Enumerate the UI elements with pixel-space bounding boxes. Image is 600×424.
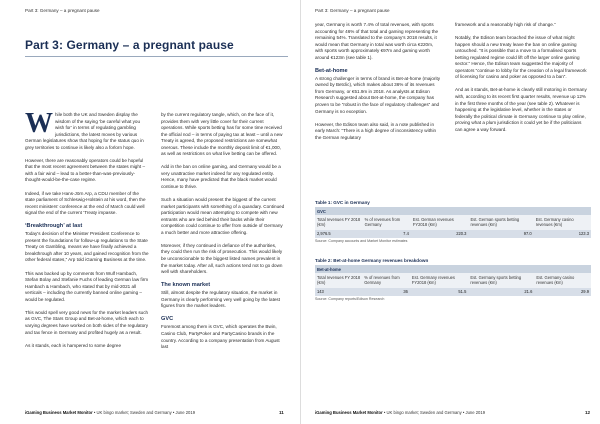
column-header: Est. Germany casino revenues (€m) (534, 215, 591, 229)
column-header: Total revenues FY 2018 (€m) (315, 273, 362, 287)
column-header: % of revenues from Germany (363, 215, 411, 229)
table-row (315, 230, 591, 238)
paragraph: Notably, the Edison team broached the issue of what might happen should a new treaty leave the ban on online gaming untouched. “It is possible that a move to a formalised sports betting regulated regime could lift off the larger online gaming sector.” Hence, the Edison team suggested the majority of operators “continue to lobby for the creation of a legal framework of licensing for casino and poker as opposed to a ban”. (455, 35, 587, 80)
table-cell: 97.0 (468, 230, 533, 238)
subheading: GVC (161, 316, 174, 323)
footer (25, 410, 195, 415)
running-head: Part 3: Germany – a pregnant pause (315, 8, 390, 13)
subheading: The known market (161, 282, 211, 289)
column-header: Est. Germany casino revenues (€m) (534, 273, 591, 287)
column-header: Total revenues FY 2018 (€m) (315, 215, 363, 229)
title-divider (25, 56, 288, 57)
running-head: Part 3: Germany – a pregnant pause (25, 8, 100, 13)
footer-publication: iGaming Business Market Monitor (25, 410, 93, 415)
table-cell: 2,976.5 (315, 230, 363, 238)
table-title: Table 2: Bet-at-home Germany revenues breakdown (315, 258, 429, 263)
left-column-1 (25, 108, 149, 356)
paragraph: Foremost among them is GVC, which operates the Bwin, Casino Club, PartyPoker and PartyCasino brands in the country. According to a company presentation from August last (161, 324, 280, 350)
footer-issue: • UK bingo market; Sweden and Germany • June 2019 (382, 410, 486, 415)
drop-cap: W (25, 108, 53, 139)
footer-issue: • UK bingo market; Sweden and Germany • June 2019 (92, 410, 196, 415)
paragraph: framework and a reasonably high risk of change.” (455, 22, 556, 27)
table-source: Source: Company accounts and Market Monitor estimates (315, 238, 408, 243)
table-band: Bet-at-home (315, 265, 591, 273)
data-table (315, 207, 591, 238)
page-number: 11 (279, 410, 284, 415)
table-cell: 220.3 (411, 230, 469, 238)
paragraph: A strong challenger in terms of brand is Bet-at-home (majority owned by Betclic), which makes about 36% of its revenues from Germany, or €51.9m in 2018. As analysts at Edison Research suggested about Bet-at-home, the company has proven to be “robust in the face of regulatory challenges” and Germany is no exception. (315, 75, 441, 114)
right-column-1 (315, 22, 441, 148)
paragraph: Today’s decision of the Minister President Conference to present the foundations for follow-up regulations to the State Treaty on Gambling, means we have finally achieved a breakthrough after 10 years, and gained recognition from the other federal states,” Arp told iGaming Business at the time. (25, 231, 149, 263)
paragraph: hile both the UK and Sweden display the wisdom of the saying ‘be careful what you wish for’ in terms of regulating gambling jurisdictions, the latest moves by various German legislatures show that hoping for the status quo in grey territories to continue is likely also a forlorn hope. (25, 112, 144, 150)
paragraph: by the current regulatory tangle, which, on the face of it, provides them with very little cover for their current operations. While sports betting has for some time received the official nod – in terms of paying tax at least – until a new Treaty is agreed, the proposed restrictions are somewhat onerous. These include the monthly deposit limit of €1,000, as well as restrictions on what live betting can be offered. (161, 112, 283, 157)
footer-publication: iGaming Business Market Monitor (315, 410, 383, 415)
paragraph: Moreover, if they continued in defiance of the authorities, they could then run the risk of prosecution. This would likely be unconscionable to the biggest listed names prevalent in the market today. After all, such actions tend not to go down well with shareholders. (161, 242, 283, 275)
paragraph: Indeed, if we take Hans-Jörn Arp, a CDU member of the state parliament of Schleswig-Holstein at his word, then the recent ministers’ conference at the end of March could well signal the end of the current ‘Treaty impasse. (25, 190, 146, 216)
paragraph: However, the Edison team also said, in a note published in early March: “There is a high degree of inconsistency within the German regulatory (315, 121, 437, 140)
footer (315, 410, 485, 415)
table-cell: 36 (362, 288, 410, 296)
table-cell: 51.5 (410, 288, 468, 296)
paragraph: year, Germany is worth 7.4% of total revenues, with sports accounting for 46% of that total and gaming representing the remaining 54%. Translated to the company’s 2018 results, it would mean that Germany in total was worth circa €220m, with sports worth approximately €97m and gaming worth around €123m (see table 1). (315, 22, 439, 60)
right-page (300, 0, 600, 424)
data-table (315, 265, 591, 296)
table-title: Table 1: GVC in Germany (315, 200, 370, 205)
table-cell: 21.6 (468, 288, 534, 296)
column-header: Est. German revenues FY2018 (€m) (411, 215, 469, 229)
column-header: Est. Germany sports betting revenues (€m) (468, 273, 534, 287)
column-header: Est. Germany revenues FY2018 (€m) (410, 273, 468, 287)
table-cell: 143 (315, 288, 362, 296)
table-row (315, 288, 591, 296)
paragraph: And as it stands, Bet-at-home is clearly still motoring in Germany with, according to its recent first quarter results, revenue up 12% in the first three months of the year (see table 2). Whatever is happening at the legislative level, whether in the states or federally the political climate in Germany continue to play online, proving what a plum jurisdiction it could yet be if the politicians can agree a way forward. (455, 87, 587, 132)
paragraph: Still, almost despite the regulatory situation, the market in Germany is clearly performing very well going by the latest figures from the market leaders. (161, 290, 280, 309)
paragraph: This would spell very good news for the market leaders such as GVC, The Stars Group and Bet-at-home, which each to varying degrees have worked on both sides of the regulatory and tax fence in Germany and profited hugely as a result. (25, 309, 149, 335)
paragraph: This was backed up by comments from Wulf Hambach, Stefan Bolay and Stefanie Fuchs of leading German law firm Hambach & Hambach, who stated that by mid-2021 all verticals – including the currently banned online gaming – would be regulated. (25, 270, 149, 302)
column-header: % of revenues from Germany (362, 273, 410, 287)
intro-paragraph (25, 108, 149, 151)
paragraph: As it stands, each is hampered to some degree (25, 342, 122, 348)
subheading: Bet-at-home (315, 67, 348, 74)
table-gvc (315, 200, 591, 243)
table-cell: 29.9 (534, 288, 591, 296)
table-cell: 7.4 (363, 230, 411, 238)
table-band: GVC (315, 207, 591, 215)
table-source: Source: Company reports/Edison Research (315, 296, 385, 301)
table-cell: 123.3 (534, 230, 591, 238)
paragraph: Such a situation would present the biggest of the current market participants with something of a quandary. Continued participation would mean attempting to compete with new entrants who are tied behind their backs while their competition could continue to offer from outside of Germany a much better and more attractive offering. (161, 197, 285, 235)
paragraph: Add in the ban on online gaming, and Germany would be a very unattractive market indeed for any regulated entity. Hence, many have predicted that the black market would continue to thrive. (161, 164, 281, 190)
paragraph: However, there are reasonably operators could be hopeful that the most recent agreement between the states might – with a fair wind – lead to a better-than-was-previously-thought-would-be-the-case regime. (25, 157, 146, 183)
page-number: 12 (585, 410, 591, 415)
column-header: Est. German sports betting revenues (€m) (468, 215, 533, 229)
left-column-2 (161, 112, 285, 357)
subheading: ‘Breakthrough’ at last (25, 223, 83, 230)
page-title: Part 3: Germany – a pregnant pause (25, 38, 234, 52)
table-bet-at-home (315, 258, 591, 301)
right-column-2 (455, 22, 589, 140)
